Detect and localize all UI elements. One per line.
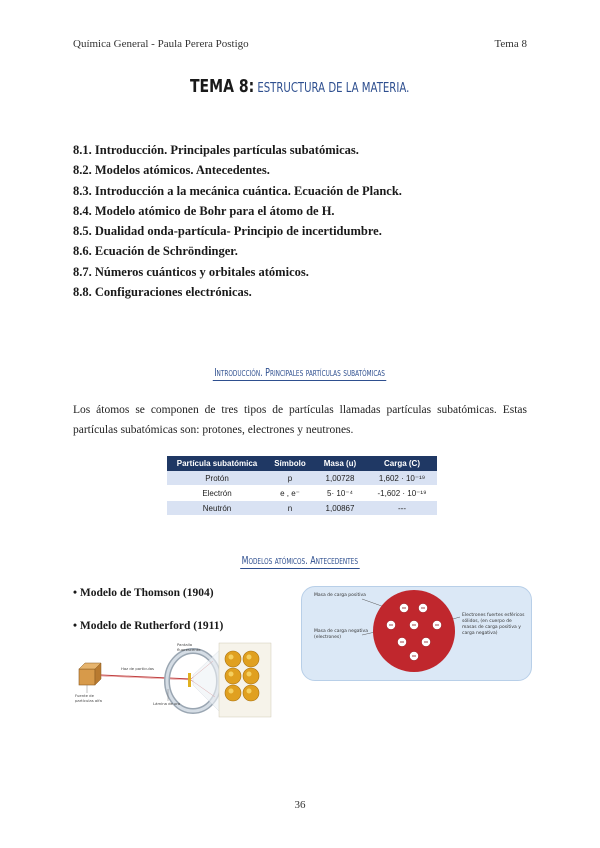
- alpha-source-box: [79, 669, 95, 685]
- table-row: [167, 486, 437, 501]
- table-cell: 5· 10⁻⁴: [313, 486, 367, 501]
- section-heading-intro: [0, 363, 600, 381]
- toc-item: 8.3. Introducción a la mecánica cuántica. Ecuación de Planck.: [73, 183, 402, 198]
- thomson-model-figure: [301, 586, 532, 681]
- header-left: Química General - Paula Perera Postigo: [73, 38, 249, 50]
- page-number: 36: [294, 799, 306, 811]
- table-of-contents: [73, 140, 402, 302]
- table-cell: Electrón: [167, 486, 267, 501]
- rutherford-diagram: [73, 639, 273, 719]
- table-cell: e , e⁻: [267, 486, 313, 501]
- bullet-rutherford: • Modelo de Rutherford (1911): [73, 620, 224, 632]
- table-header: Carga (C): [367, 456, 437, 471]
- table-cell: -1,602 · 10⁻¹⁹: [367, 486, 437, 501]
- toc-item: 8.1. Introducción. Principales partículas subatómicas.: [73, 143, 359, 157]
- table-cell: n: [267, 501, 313, 516]
- page-title: [0, 76, 600, 97]
- thomson-label-negative: Masa de carga negativa (electrones): [314, 629, 368, 640]
- toc-item: 8.2. Modelos atómicos. Antecedentes.: [73, 163, 270, 178]
- intro-paragraph: Los átomos se componen de tres tipos de partículas llamadas partículas subatómicas. Estas partículas subatómicas son: protones, electrones y neutrones.: [73, 404, 527, 436]
- rutherford-label-screen: Pantalla fluorescente: [177, 642, 201, 652]
- subatomic-particles-table: [167, 456, 437, 516]
- toc-item: 8.8. Configuraciones electrónicas.: [73, 285, 252, 300]
- table-cell: Protón: [167, 471, 267, 486]
- alpha-beam: [101, 675, 191, 679]
- section-heading-models: [0, 551, 600, 569]
- thomson-label-positive: Masa de carga positiva: [314, 593, 366, 598]
- rutherford-label-beam: Haz de partículas: [121, 666, 155, 671]
- section-heading-models-text: Modelos atómicos. Antecedentes: [241, 554, 359, 567]
- table-row: [167, 501, 437, 516]
- table-row: [167, 471, 437, 486]
- table-cell: 1,00728: [313, 471, 367, 486]
- rutherford-label-foil: Lámina de oro: [153, 701, 181, 706]
- table-cell: Neutrón: [167, 501, 267, 516]
- table-cell: 1,602 · 10⁻¹⁹: [367, 471, 437, 486]
- table-header: Partícula subatómica: [167, 456, 267, 471]
- table-cell: 1,00867: [313, 501, 367, 516]
- title-prefix: TEMA 8:: [190, 76, 255, 97]
- table-cell: ---: [367, 501, 437, 516]
- title-main: ESTRUCTURA DE LA MATERIA.: [257, 81, 410, 96]
- thomson-sphere-diagram: [302, 587, 531, 680]
- header-right: Tema 8: [494, 38, 527, 50]
- toc-item: 8.7. Números cuánticos y orbitales atómicos.: [73, 264, 309, 279]
- gold-foil: [188, 673, 191, 687]
- bullet-thomson: • Modelo de Thomson (1904): [73, 587, 214, 599]
- table-header: Símbolo: [267, 456, 313, 471]
- rutherford-label-source: Fuente de partículas alfa: [75, 693, 102, 703]
- rutherford-experiment-figure: [73, 639, 273, 719]
- table-header: Masa (u): [313, 456, 367, 471]
- table-cell: p: [267, 471, 313, 486]
- section-heading-intro-text: Introducción. Principales partículas subatómicas: [214, 366, 386, 379]
- toc-item: 8.6. Ecuación de Schröndinger.: [73, 244, 238, 259]
- toc-item: 8.5. Dualidad onda-partícula- Principio de incertidumbre.: [73, 224, 382, 239]
- toc-item: 8.4. Modelo atómico de Bohr para el átomo de H.: [73, 203, 335, 218]
- thomson-label-right: Electrones fuertes esféricos sólidos, (en cuerpo de masas de carga positiva y carga negativa): [462, 613, 525, 636]
